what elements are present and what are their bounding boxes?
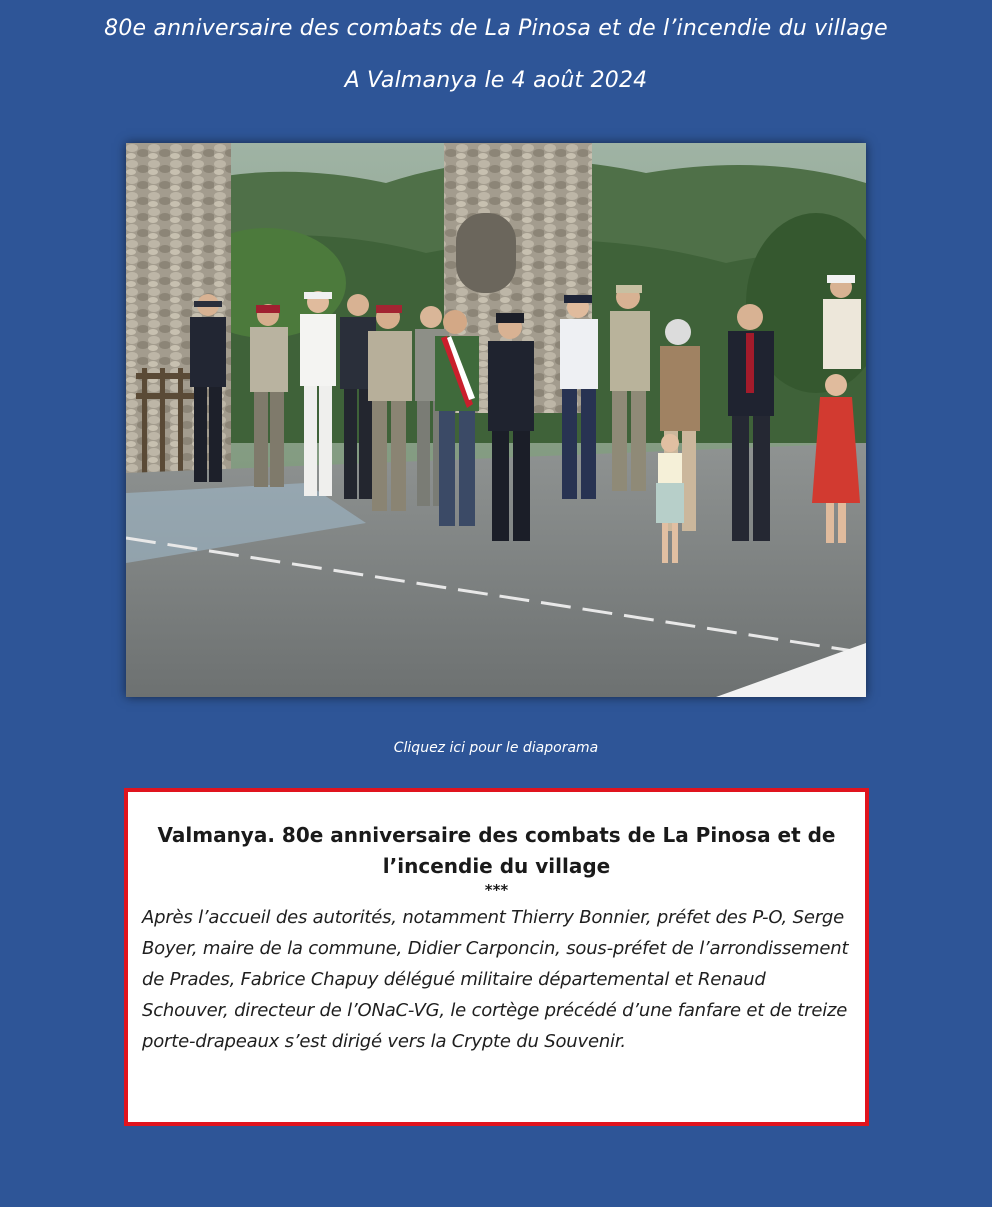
page-title: 80e anniversaire des combats de La Pinosa et de l’incendie du village — [104, 16, 888, 41]
slideshow-link[interactable]: Cliquez ici pour le diaporama — [393, 740, 599, 756]
article-title: Valmanya. 80e anniversaire des combats de La Pinosa et de l’incendie du village — [157, 823, 836, 878]
article-body: Après l’accueil des autorités, notamment Thierry Bonnier, préfet des P-O, Serge Boyer, maire de la commune, Didier Carponcin, sous-préfet de l’arrondissement de Prades, Fabrice Chapuy délégué militaire départemental et Renaud Schouver, directeur de l’ONaC-VG, le cortège précédé d’une fanfare et de treize porte-drapeaux s’est dirigé vers la Crypte du Souvenir. — [142, 907, 849, 1052]
article-separator: *** — [484, 881, 509, 899]
ceremony-photo-illustration — [126, 143, 866, 697]
article-box — [124, 788, 869, 1126]
ceremony-photo[interactable] — [126, 143, 866, 697]
page-subtitle: A Valmanya le 4 août 2024 — [344, 68, 648, 93]
